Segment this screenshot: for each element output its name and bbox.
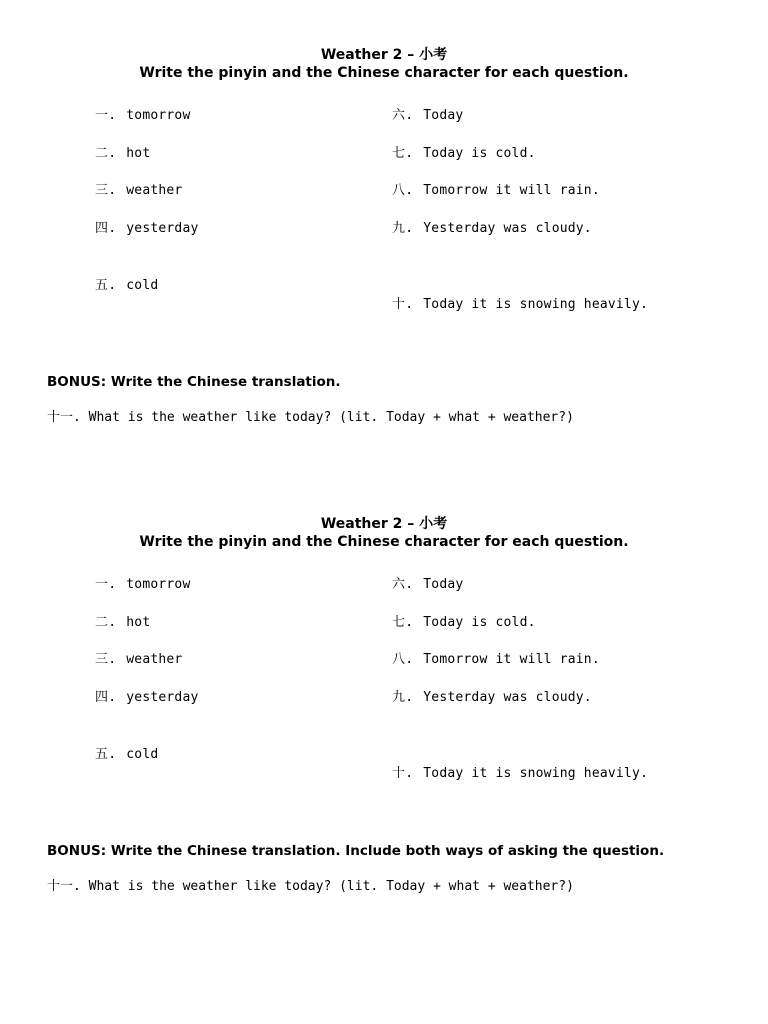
- question-text: Today is cold.: [423, 615, 536, 630]
- bonus-question: [47, 406, 574, 425]
- question-6: [392, 104, 463, 123]
- question-number: 二.: [95, 146, 117, 161]
- question-number: 八.: [392, 652, 414, 667]
- question-text: Today is cold.: [423, 146, 536, 161]
- question-5: [95, 743, 158, 762]
- question-number: 十一.: [47, 879, 81, 894]
- question-text: tomorrow: [126, 108, 191, 123]
- question-9: [392, 217, 592, 236]
- bonus-heading: BONUS: Write the Chinese translation.: [47, 374, 341, 390]
- question-number: 十一.: [47, 410, 81, 425]
- question-number: 四.: [95, 690, 117, 705]
- question-number: 三.: [95, 183, 117, 198]
- question-text: Yesterday was cloudy.: [423, 690, 592, 705]
- quiz-title: Weather 2 – 小考: [320, 47, 448, 63]
- question-text: hot: [126, 146, 151, 161]
- quiz-section-2: [0, 469, 768, 939]
- question-number: 四.: [95, 221, 117, 236]
- question-1: [95, 573, 190, 592]
- bonus-question: [47, 875, 574, 894]
- question-number: 十.: [392, 297, 414, 312]
- question-number: 六.: [392, 577, 414, 592]
- question-7: [392, 142, 536, 161]
- question-text: cold: [126, 747, 159, 762]
- question-text: hot: [126, 615, 151, 630]
- question-text: What is the weather like today? (lit. Today + what + weather?): [88, 879, 574, 894]
- question-number: 六.: [392, 108, 414, 123]
- question-number: 五.: [95, 747, 117, 762]
- question-text: Tomorrow it will rain.: [423, 652, 600, 667]
- question-number: 一.: [95, 577, 117, 592]
- quiz-section-1: [0, 0, 768, 470]
- question-10: [392, 762, 648, 781]
- question-8: [392, 648, 600, 667]
- question-text: Tomorrow it will rain.: [423, 183, 600, 198]
- question-number: 一.: [95, 108, 117, 123]
- question-2: [95, 611, 150, 630]
- quiz-title: Weather 2 – 小考: [320, 516, 448, 532]
- question-8: [392, 179, 600, 198]
- question-2: [95, 142, 150, 161]
- question-number: 三.: [95, 652, 117, 667]
- question-number: 五.: [95, 278, 117, 293]
- question-text: cold: [126, 278, 159, 293]
- question-text: Today it is snowing heavily.: [423, 297, 649, 312]
- question-text: yesterday: [126, 690, 199, 705]
- question-text: tomorrow: [126, 577, 191, 592]
- question-5: [95, 274, 158, 293]
- question-number: 十.: [392, 766, 414, 781]
- question-number: 七.: [392, 146, 414, 161]
- quiz-instructions: Write the pinyin and the Chinese character for each question.: [139, 534, 629, 550]
- question-number: 七.: [392, 615, 414, 630]
- question-text: yesterday: [126, 221, 199, 236]
- question-number: 二.: [95, 615, 117, 630]
- bonus-heading: BONUS: Write the Chinese translation. Include both ways of asking the question.: [47, 843, 665, 859]
- question-number: 九.: [392, 690, 414, 705]
- question-text: What is the weather like today? (lit. Today + what + weather?): [88, 410, 574, 425]
- question-number: 九.: [392, 221, 414, 236]
- question-text: weather: [126, 652, 183, 667]
- question-text: weather: [126, 183, 183, 198]
- question-4: [95, 217, 199, 236]
- question-text: Today: [423, 108, 464, 123]
- question-text: Today: [423, 577, 464, 592]
- question-6: [392, 573, 463, 592]
- question-10: [392, 293, 648, 312]
- question-9: [392, 686, 592, 705]
- quiz-instructions: Write the pinyin and the Chinese character for each question.: [139, 65, 629, 81]
- question-3: [95, 648, 182, 667]
- question-7: [392, 611, 536, 630]
- question-4: [95, 686, 199, 705]
- question-text: Yesterday was cloudy.: [423, 221, 592, 236]
- question-number: 八.: [392, 183, 414, 198]
- question-text: Today it is snowing heavily.: [423, 766, 649, 781]
- question-3: [95, 179, 182, 198]
- question-1: [95, 104, 190, 123]
